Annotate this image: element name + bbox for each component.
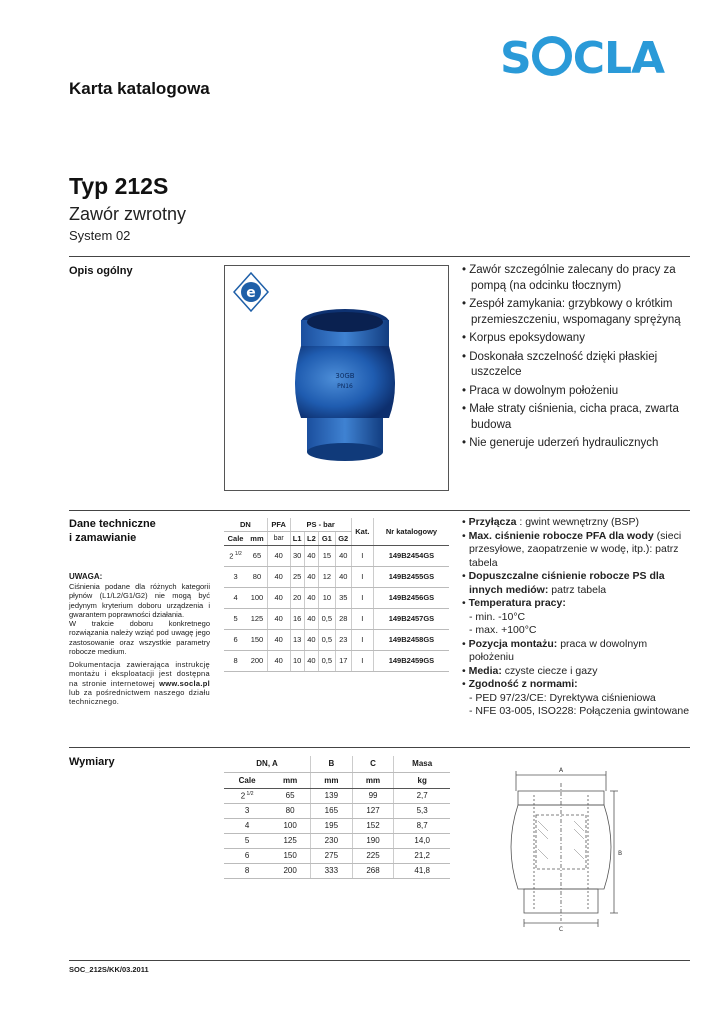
catalog-number: 149B2454GS — [373, 545, 449, 566]
table-cell: I — [351, 566, 373, 587]
table-row — [224, 545, 449, 566]
table-cell: 12 — [319, 566, 336, 587]
divider — [69, 510, 690, 511]
document-type: Karta katalogowa — [69, 79, 210, 98]
divider — [69, 256, 690, 257]
table-cell: 80 — [270, 803, 310, 818]
table-row — [224, 803, 450, 818]
table-cell: 139 — [311, 788, 353, 803]
product-subtitle: Zawór zwrotny — [69, 204, 187, 224]
table-cell: 8 — [224, 863, 270, 878]
table-cell: 80 — [247, 566, 267, 587]
table-cell: 4 — [224, 818, 270, 833]
catalog-number: 149B2458GS — [373, 629, 449, 650]
table-cell: 40 — [335, 545, 351, 566]
col-header: C — [352, 756, 394, 772]
table-cell: 6 — [224, 848, 270, 863]
catalog-number: 149B2455GS — [373, 566, 449, 587]
feature-item: • Małe straty ciśnienia, cicha praca, zwarta budowa — [462, 402, 687, 433]
valve-image — [285, 306, 405, 466]
table-cell: 25 — [290, 566, 304, 587]
table-cell: I — [351, 545, 373, 566]
table-cell: 3 — [224, 566, 247, 587]
cert-letter: e — [246, 285, 256, 301]
table-cell: 100 — [270, 818, 310, 833]
table-cell: 13 — [290, 629, 304, 650]
table-cell: 10 — [290, 650, 304, 671]
table-cell: 40 — [304, 629, 318, 650]
doc-info-text: lub za pośrednictwem naszego działu technicznego. — [69, 687, 210, 707]
footer-code: SOC_212S/KK/03.2011 — [69, 965, 149, 974]
spec-item: • Max. ciśnienie robocze PFA dla wody (sieci przesyłowe, zaopatrzenie w wodę, itp.): patrz tabela — [462, 529, 682, 569]
table-cell: 40 — [267, 545, 290, 566]
table-cell: 8 — [224, 650, 247, 671]
table-cell: 6 — [224, 629, 247, 650]
spec-subitem: - NFE 03-005, ISO228: Połączenia gwintowane — [469, 705, 690, 717]
table-cell: 230 — [311, 833, 353, 848]
col-header: mm — [311, 772, 353, 788]
table-cell: 200 — [270, 863, 310, 878]
documentation-info — [69, 660, 210, 706]
product-photo — [224, 265, 449, 491]
svg-text:30GB: 30GB — [335, 372, 355, 380]
col-header: DN, A — [224, 756, 311, 772]
table-cell: 0,5 — [319, 608, 336, 629]
col-header: mm — [270, 772, 310, 788]
table-cell: 195 — [311, 818, 353, 833]
col-header: Kat. — [351, 518, 373, 545]
certification-icon — [233, 272, 269, 312]
table-cell: 65 — [270, 788, 310, 803]
divider — [69, 747, 690, 748]
table-cell: 40 — [267, 629, 290, 650]
feature-item: • Doskonała szczelność dzięki płaskiej uszczelce — [462, 350, 687, 381]
table-cell: 165 — [311, 803, 353, 818]
feature-item: • Praca w dowolnym położeniu — [462, 384, 687, 400]
table-cell: 127 — [352, 803, 394, 818]
feature-item: • Zawór szczególnie zalecany do pracy za pompą (na odcinku tłocznym) — [462, 263, 687, 294]
col-header: bar — [267, 531, 290, 545]
tech-label — [69, 517, 156, 545]
table-cell: 125 — [270, 833, 310, 848]
logo-text: S CLA — [500, 33, 665, 84]
spec-item: • Temperatura pracy: — [462, 597, 566, 609]
doc-info-text: Dokumentacja zawierająca instrukcję montażu i eksploatacji jest dostępna na stronie internetowej — [69, 660, 210, 688]
catalog-number: 149B2456GS — [373, 587, 449, 608]
table-cell: 150 — [270, 848, 310, 863]
col-header: DN — [224, 518, 267, 531]
dimensions-table — [224, 756, 450, 879]
table-cell: 5 — [224, 608, 247, 629]
table-cell: 200 — [247, 650, 267, 671]
col-header: kg — [394, 772, 450, 788]
table-row — [224, 833, 450, 848]
catalog-number: 149B2459GS — [373, 650, 449, 671]
socla-logo — [500, 34, 690, 84]
table-cell: 275 — [311, 848, 353, 863]
table-cell: 14,0 — [394, 833, 450, 848]
dims-label: Wymiary — [69, 756, 115, 768]
table-row — [224, 818, 450, 833]
technical-drawing — [496, 765, 626, 933]
table-cell: 8,7 — [394, 818, 450, 833]
feature-item: • Korpus epoksydowany — [462, 331, 687, 347]
table-cell: I — [351, 629, 373, 650]
dim-b-label: B — [617, 850, 623, 857]
dim-a-label: A — [558, 767, 564, 774]
col-header: G2 — [335, 531, 351, 545]
product-system: System 02 — [69, 228, 131, 243]
table-cell: 40 — [267, 587, 290, 608]
tech-label-line1: Dane techniczne — [69, 518, 156, 530]
table-cell: 2 $^{1/2}$ — [224, 788, 270, 803]
table-row — [224, 629, 449, 650]
table-row — [224, 650, 449, 671]
table-cell: 2,7 — [394, 788, 450, 803]
note-title: UWAGA: — [69, 572, 103, 581]
table-cell: 41,8 — [394, 863, 450, 878]
table-row — [224, 587, 449, 608]
table-cell: 65 — [247, 545, 267, 566]
note-paragraph: Ciśnienia podane dla różnych kategorii płynów (L1/L2/G1/G2) nie mogą być jedynym kryterium doboru urządzenia i gwarantem poprawności działania. — [69, 582, 210, 619]
feature-list — [462, 263, 687, 455]
tech-label-line2: i zamawianie — [69, 532, 137, 544]
spec-list — [462, 516, 692, 719]
spec-subitem: - max. +100°C — [469, 624, 537, 636]
doc-info-url[interactable]: www.socla.pl — [159, 678, 210, 688]
table-cell: 20 — [290, 587, 304, 608]
spec-item: • Pozycja montażu: praca w dowolnym położeniu — [462, 637, 648, 663]
table-cell: 40 — [267, 650, 290, 671]
table-cell: 5 — [224, 833, 270, 848]
col-header: L2 — [304, 531, 318, 545]
table-cell: 35 — [335, 587, 351, 608]
spec-item: • Media: czyste ciecze i gazy — [462, 664, 598, 677]
col-header: PFA — [267, 518, 290, 531]
catalog-number: 149B2457GS — [373, 608, 449, 629]
spec-item: • Dopuszczalne ciśnienie robocze PS dla innych mediów: patrz tabela — [462, 570, 665, 596]
table-row — [224, 788, 450, 803]
table-cell: 21,2 — [394, 848, 450, 863]
col-header: mm — [352, 772, 394, 788]
table-cell: 268 — [352, 863, 394, 878]
divider — [69, 960, 690, 961]
spec-subitem: - PED 97/23/CE: Dyrektywa ciśnieniowa — [469, 691, 656, 704]
product-title: Typ 212S — [69, 173, 169, 199]
table-row — [224, 848, 450, 863]
fraction-superscript: 1/2 — [233, 550, 242, 557]
table-row — [224, 863, 450, 878]
table-cell: 30 — [290, 545, 304, 566]
col-header: Masa — [394, 756, 450, 772]
table-cell: 40 — [304, 566, 318, 587]
feature-item: • Zespół zamykania: grzybkowy o krótkim przemieszczeniu, wspomagany sprężyną — [462, 297, 687, 328]
table-cell: 150 — [247, 629, 267, 650]
table-cell: 40 — [304, 587, 318, 608]
table-cell: 40 — [267, 566, 290, 587]
table-cell: 16 — [290, 608, 304, 629]
table-cell: I — [351, 650, 373, 671]
table-cell: 10 — [319, 587, 336, 608]
table-cell: I — [351, 587, 373, 608]
spec-item: • Zgodność z normami: — [462, 678, 578, 690]
table-row — [224, 566, 449, 587]
note-paragraph: W trakcie doboru konkretnego rozwiązania należy wziąć pod uwagę jego zastosowanie oraz wszystkie parametry robocze medium. — [69, 619, 210, 657]
dim-c-label: C — [558, 926, 564, 933]
table-cell: 0,5 — [319, 629, 336, 650]
table-cell: 28 — [335, 608, 351, 629]
table-cell: 0,5 — [319, 650, 336, 671]
note-body — [69, 582, 210, 656]
table-cell: 3 — [224, 803, 270, 818]
table-cell: 100 — [247, 587, 267, 608]
col-header: B — [311, 756, 353, 772]
table-cell: 40 — [304, 650, 318, 671]
table-cell: 190 — [352, 833, 394, 848]
spec-subitem: - min. -10°C — [469, 610, 526, 623]
table-cell: 40 — [267, 608, 290, 629]
spec-item: • Przyłącza : gwint wewnętrzny (BSP) — [462, 516, 640, 528]
feature-item: • Nie generuje uderzeń hydraulicznych — [462, 436, 687, 452]
col-header: L1 — [290, 531, 304, 545]
col-header: Cale — [224, 772, 270, 788]
table-cell: 40 — [335, 566, 351, 587]
col-header: Nr katalogowy — [373, 518, 449, 545]
table-cell: 225 — [352, 848, 394, 863]
table-row — [224, 608, 449, 629]
table-cell: 40 — [304, 545, 318, 566]
table-cell: 15 — [319, 545, 336, 566]
catalog-table — [224, 518, 449, 672]
table-cell: 125 — [247, 608, 267, 629]
table-cell: 2 $^{1/2}$ — [224, 545, 247, 566]
col-header: Cale — [224, 531, 247, 545]
col-header: PS - bar — [290, 518, 351, 531]
table-cell: 5,3 — [394, 803, 450, 818]
table-cell: 152 — [352, 818, 394, 833]
table-cell: 4 — [224, 587, 247, 608]
table-cell: 333 — [311, 863, 353, 878]
table-cell: I — [351, 608, 373, 629]
table-cell: 23 — [335, 629, 351, 650]
table-cell: 40 — [304, 608, 318, 629]
col-header: G1 — [319, 531, 336, 545]
svg-text:PN16: PN16 — [337, 383, 353, 390]
table-cell: 99 — [352, 788, 394, 803]
general-label: Opis ogólny — [69, 265, 133, 277]
fraction-superscript: 1/2 — [245, 790, 254, 797]
table-cell: 17 — [335, 650, 351, 671]
col-header: mm — [247, 531, 267, 545]
